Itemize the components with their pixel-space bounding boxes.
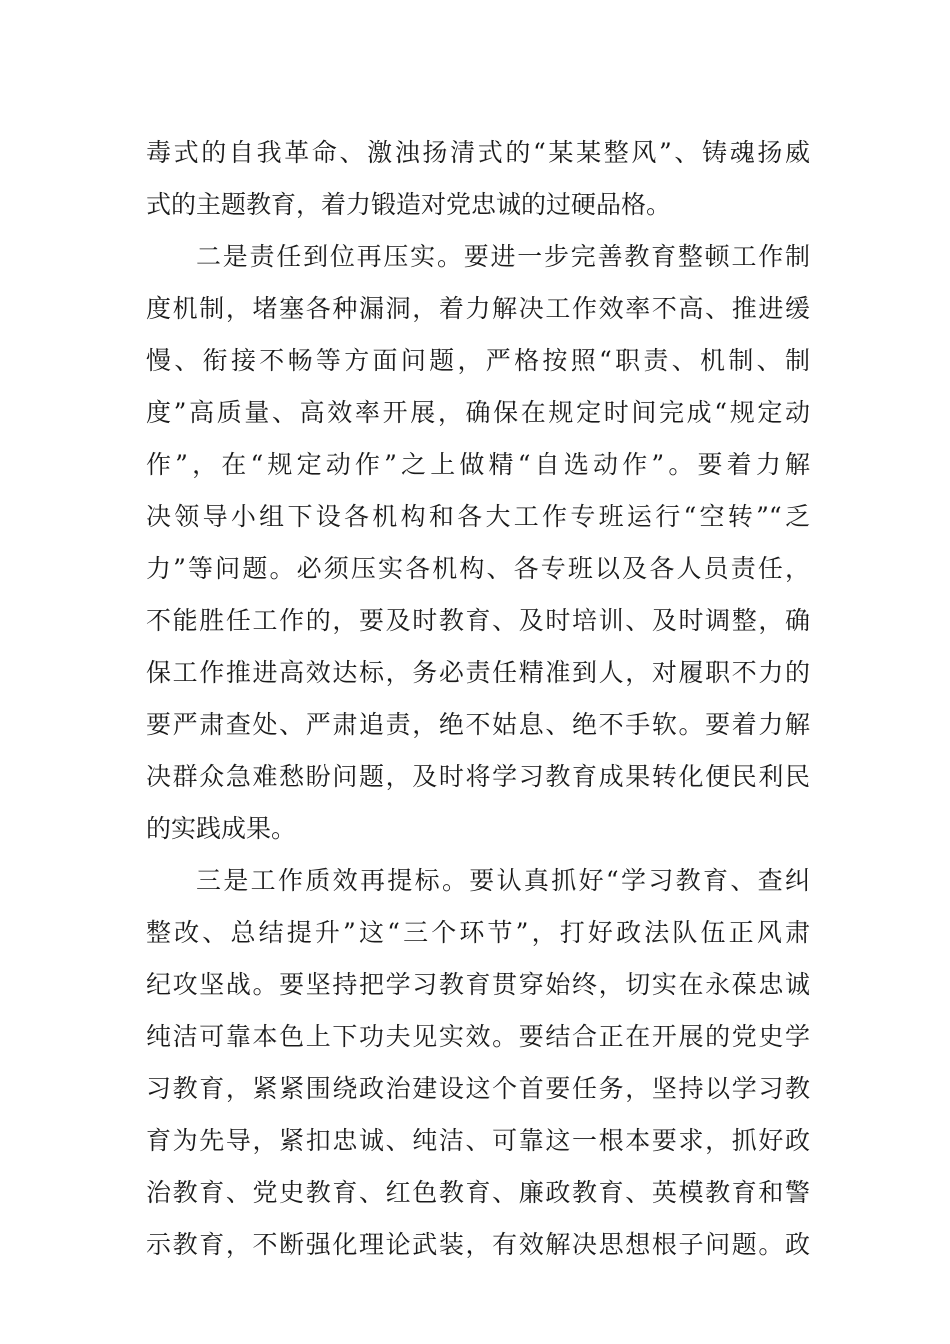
text-line: 力”等问题。必须压实各机构、各专班以及各人员责任， (146, 554, 810, 583)
text-line: 决领导小组下设各机构和各大工作专班运行“空转”“乏 (146, 502, 810, 531)
text-line: 纯洁可靠本色上下功夫见实效。要结合正在开展的党史学 (146, 1022, 810, 1051)
text-line: 度机制，堵塞各种漏洞，着力解决工作效率不高、推进缓 (146, 294, 810, 323)
paragraph-start-line: 三是工作质效再提标。要认真抓好“学习教育、查纠 (196, 866, 810, 895)
paragraph-start-line: 二是责任到位再压实。要进一步完善教育整顿工作制 (196, 242, 810, 271)
document-body (146, 127, 810, 1271)
text-line: 慢、衔接不畅等方面问题，严格按照“职责、机制、制 (146, 346, 810, 375)
text-line: 治教育、党史教育、红色教育、廉政教育、英模教育和警 (146, 1178, 810, 1207)
text-line: 纪攻坚战。要坚持把学习教育贯穿始终，切实在永葆忠诚 (146, 970, 810, 999)
text-line: 式的主题教育，着力锻造对党忠诚的过硬品格。 (146, 190, 672, 219)
text-line: 决群众急难愁盼问题，及时将学习教育成果转化便民利民 (146, 762, 810, 791)
text-line: 的实践成果。 (146, 814, 297, 843)
text-line: 度”高质量、高效率开展，确保在规定时间完成“规定动 (146, 398, 810, 427)
text-line: 整改、总结提升”这“三个环节”，打好政法队伍正风肃 (146, 918, 810, 947)
text-line: 保工作推进高效达标，务必责任精准到人，对履职不力的 (146, 658, 810, 687)
text-line: 育为先导，紧扣忠诚、纯洁、可靠这一根本要求，抓好政 (146, 1126, 810, 1155)
text-line: 作”，在“规定动作”之上做精“自选动作”。要着力解 (146, 450, 810, 479)
text-line: 毒式的自我革命、激浊扬清式的“某某整风”、铸魂扬威 (146, 138, 810, 167)
text-line: 要严肃查处、严肃追责，绝不姑息、绝不手软。要着力解 (146, 710, 810, 739)
text-line: 不能胜任工作的，要及时教育、及时培训、及时调整，确 (146, 606, 810, 635)
text-line: 示教育，不断强化理论武装，有效解决思想根子问题。政 (146, 1230, 810, 1259)
text-line: 习教育，紧紧围绕政治建设这个首要任务，坚持以学习教 (146, 1074, 810, 1103)
